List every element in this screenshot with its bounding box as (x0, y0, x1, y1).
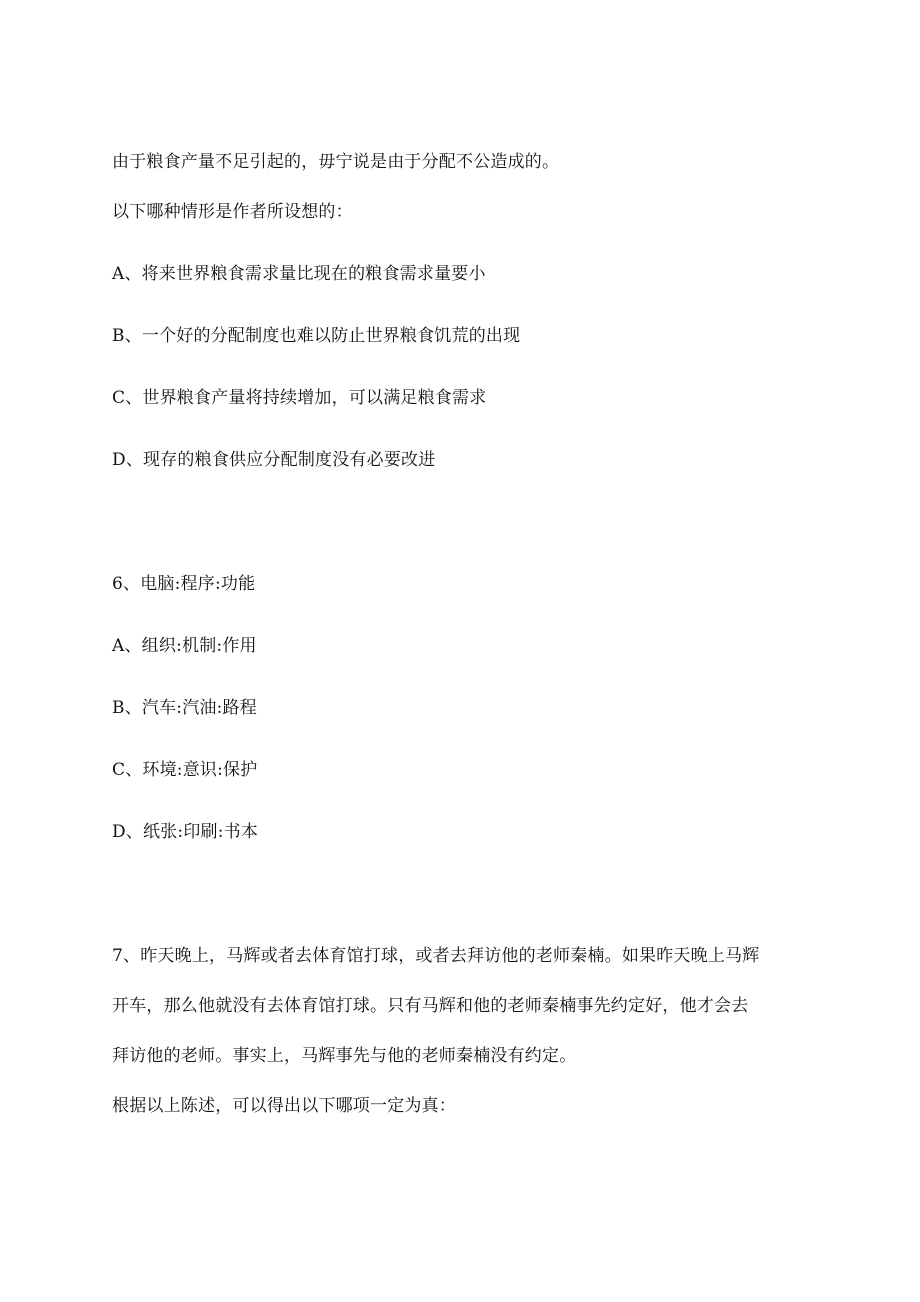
q7-question: 根据以上陈述，可以得出以下哪项一定为真： (112, 1096, 456, 1116)
q5-option-c: C、世界粮食产量将持续增加，可以满足粮食需求 (112, 388, 487, 408)
q7-stem-line-1: 7、昨天晚上，马辉或者去体育馆打球，或者去拜访他的老师秦楠。如果昨天晚上马辉 (112, 946, 760, 966)
q5-option-b: B、一个好的分配制度也难以防止世界粮食饥荒的出现 (112, 326, 521, 346)
q7-stem-line-3: 拜访他的老师。事实上，马辉事先与他的老师秦楠没有约定。 (112, 1046, 577, 1066)
q6-option-d: D、纸张:印刷:书本 (112, 822, 259, 842)
q5-stem-tail: 由于粮食产量不足引起的，毋宁说是由于分配不公造成的。 (112, 152, 560, 172)
q5-option-a: A、将来世界粮食需求量比现在的粮食需求量要小 (112, 264, 486, 284)
q6-option-b: B、汽车:汽油:路程 (112, 698, 257, 718)
q6-stem: 6、电脑:程序:功能 (112, 574, 256, 594)
q7-stem-line-2: 开车，那么他就没有去体育馆打球。只有马辉和他的老师秦楠事先约定好，他才会去 (112, 996, 749, 1016)
q6-option-a: A、组织:机制:作用 (112, 636, 257, 656)
q6-option-c: C、环境:意识:保护 (112, 760, 258, 780)
q5-option-d: D、现存的粮食供应分配制度没有必要改进 (112, 450, 436, 470)
q5-question: 以下哪种情形是作者所设想的： (112, 202, 353, 222)
